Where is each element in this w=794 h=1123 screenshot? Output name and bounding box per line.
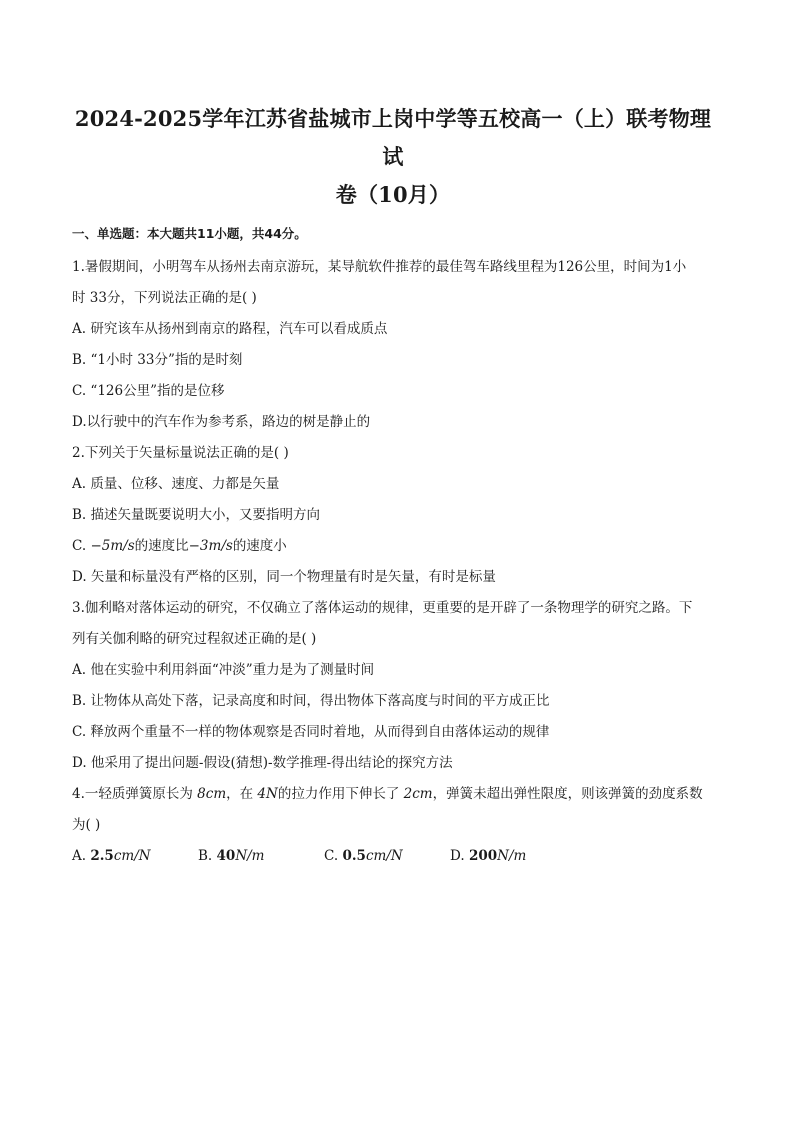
q2-stem: 2.下列关于矢量标量说法正确的是( )	[72, 445, 289, 461]
q4-c-label: C.	[324, 848, 343, 864]
q4-option-a	[72, 841, 198, 872]
q4-b-num: 40	[216, 848, 236, 864]
q2-option-a: A. 质量、位移、速度、力都是矢量	[72, 476, 280, 492]
question-3	[72, 593, 714, 779]
q2-option-d: D. 矢量和标量没有严格的区别，同一个物理量有时是矢量，有时是标量	[72, 569, 496, 585]
q4-stem-part-1: 4.一轻质弹簧原长为	[72, 786, 198, 802]
question-2	[72, 438, 714, 593]
q4-stem-part-2: ，在	[226, 786, 258, 802]
q3-stem-line-2: 列有关伽利略的研究过程叙述正确的是( )	[72, 631, 317, 647]
q4-a-unit: cm/N	[113, 848, 151, 864]
q4-c-num: 0.5	[342, 848, 366, 864]
q4-b-unit: N/m	[235, 848, 265, 864]
q4-stem-part-3: 的拉力作用下伸长了	[277, 786, 404, 802]
q2-c-suffix: 的速度小	[232, 538, 287, 554]
q2-c-mid: 的速度比	[134, 538, 189, 554]
q4-option-b	[198, 841, 324, 872]
q1-stem-line-2: 时 33分，下列说法正确的是( )	[72, 290, 257, 306]
q4-stem-line-1	[72, 779, 714, 810]
q4-stem-math-1: 8cm	[197, 786, 227, 802]
q3-option-a: A. 他在实验中利用斜面“冲淡”重力是为了测量时间	[72, 662, 375, 678]
q3-option-b: B. 让物体从高处下落，记录高度和时间，得出物体下落高度与时间的平方成正比	[72, 693, 550, 709]
q2-option-c	[72, 531, 714, 562]
q1-option-d: D.以行驶中的汽车作为参考系，路边的树是静止的	[72, 414, 371, 430]
q4-stem-math-3: 2cm	[403, 786, 433, 802]
q4-option-c	[324, 841, 450, 872]
q4-d-num: 200	[468, 848, 498, 864]
question-4	[72, 779, 714, 872]
q2-c-prefix: C.	[72, 538, 91, 554]
q4-stem-line-2: 为( )	[72, 817, 101, 833]
q4-a-num: 2.5	[90, 848, 114, 864]
q2-option-b: B. 描述矢量既要说明大小，又要指明方向	[72, 507, 321, 523]
q3-stem-line-1: 3.伽利略对落体运动的研究，不仅确立了落体运动的规律，更重要的是开辟了一条物理学的研究之路。下	[72, 600, 693, 616]
q1-option-c: C. “126公里”指的是位移	[72, 383, 225, 399]
q3-option-d: D. 他采用了提出问题-假设(猜想)-数学推理-得出结论的探究方法	[72, 755, 453, 771]
exam-title	[72, 100, 714, 214]
q1-stem-line-1: 1.暑假期间，小明驾车从扬州去南京游玩，某导航软件推荐的最佳驾车路线里程为126公里，时间为1小	[72, 259, 687, 275]
q3-option-c: C. 释放两个重量不一样的物体观察是否同时着地，从而得到自由落体运动的规律	[72, 724, 550, 740]
title-line-1: 2024-2025学年江苏省盐城市上岗中学等五校高一（上）联考物理试	[74, 106, 712, 169]
q4-d-label: D.	[450, 848, 469, 864]
question-1	[72, 252, 714, 438]
q4-a-label: A.	[72, 848, 91, 864]
q4-stem-part-4: ，弹簧未超出弹性限度，则该弹簧的劲度系数	[432, 786, 703, 802]
q1-option-a: A. 研究该车从扬州到南京的路程，汽车可以看成质点	[72, 321, 388, 337]
q4-stem-math-2: 4N	[257, 786, 278, 802]
section-heading: 一、单选题：本大题共11小题，共44分。	[72, 226, 307, 241]
q4-b-label: B.	[198, 848, 217, 864]
q4-d-unit: N/m	[497, 848, 527, 864]
title-line-2: 卷（10月）	[335, 182, 451, 207]
q4-options-row	[72, 841, 714, 872]
q1-option-b: B. “1小时 33分”指的是时刻	[72, 352, 243, 368]
q4-c-unit: cm/N	[365, 848, 403, 864]
q4-option-d	[450, 841, 576, 872]
q2-c-math-2: −3m/s	[188, 538, 233, 554]
q2-c-math-1: −5m/s	[90, 538, 135, 554]
